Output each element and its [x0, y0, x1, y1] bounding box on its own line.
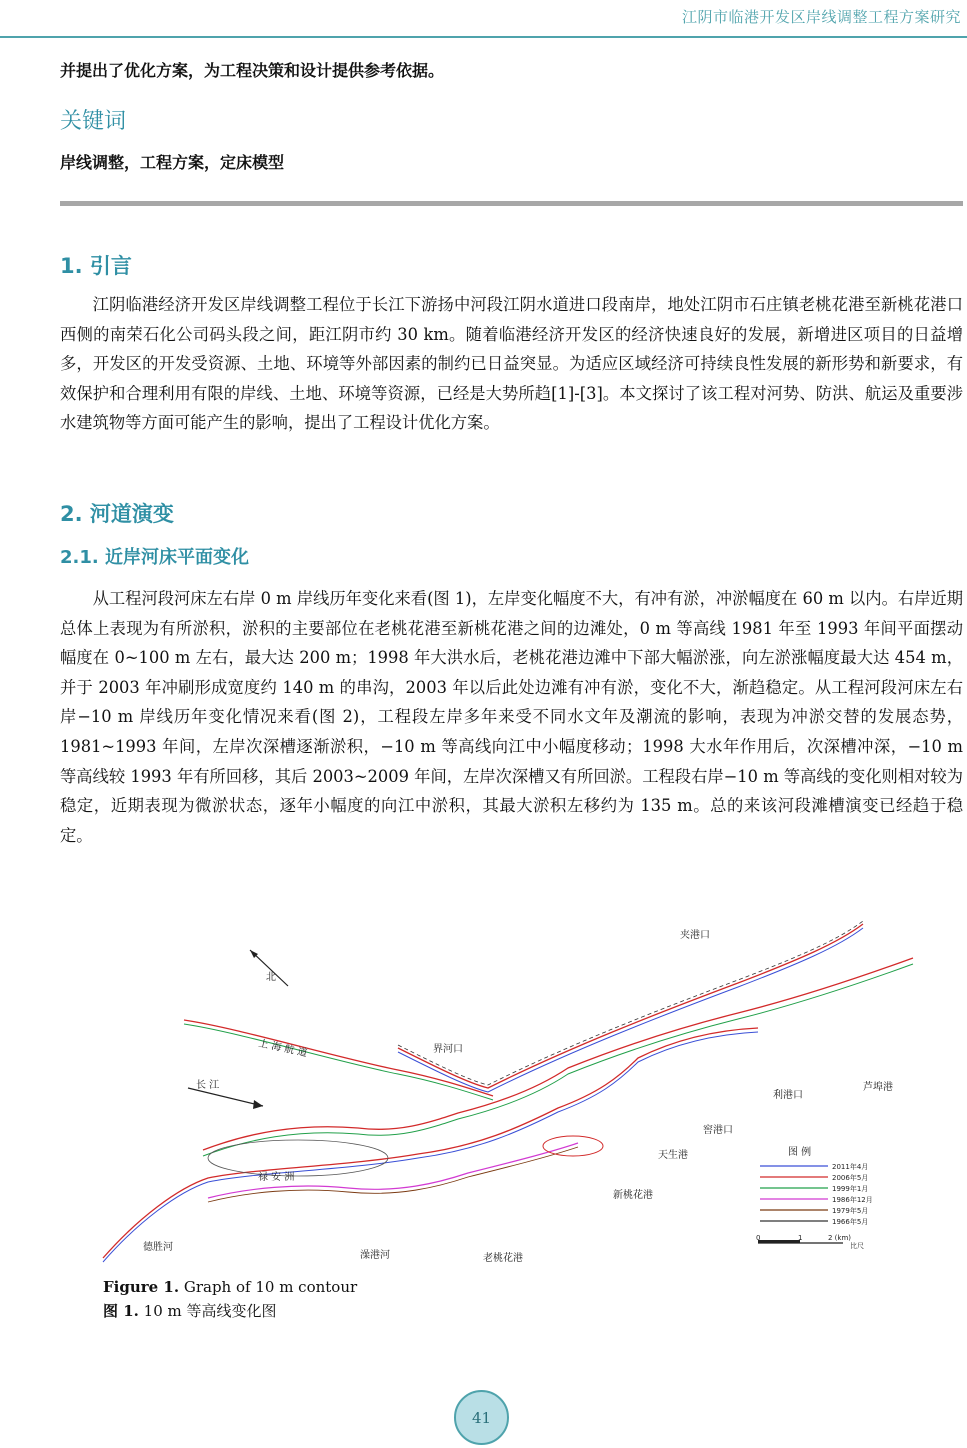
legend-label-3: 1986年12月 [832, 1196, 873, 1204]
map-label-jiehe: 界河口 [433, 1044, 463, 1055]
figure-caption-zh-label: 图 1. [103, 1302, 139, 1320]
figure-caption-zh [103, 1300, 277, 1321]
section-1-paragraph: 江阴临港经济开发区岸线调整工程位于长江下游扬中河段江阴水道进口段南岸，地处江阴市石庄镇老桃花港至新桃花港口西侧的南荣石化公司码头段之间，距江阴市约 30 km。随着临港经济开发区的经济快速良好的发展，新增进区项目的日益增多，开发区的开发受资源、土地、环境等外部因素的制约已日益突显。为适应区域经济可持续良性发展的新形势和新要求，有效保护和合理利用有限的岸线、土地、环境等资源，已经是大势所趋[1]-[3]。本文探讨了该工程对河势、防洪、航运及重要涉水建筑物等方面可能产生的影响，提出了工程设计优化方案。 [60, 295, 963, 433]
map-label-navigation: 上 海 航 道 [257, 1038, 309, 1060]
scale-tick-2: 2 (km) [828, 1234, 852, 1242]
keywords-heading: 关键词 [60, 109, 127, 134]
map-legend [756, 1145, 873, 1250]
legend-label-1: 2006年5月 [832, 1174, 869, 1182]
journal-header-title: 江阴市临港开发区岸线调整工程方案研究 [681, 8, 961, 26]
page-number-badge: 41 [454, 1390, 509, 1445]
figure-caption-zh-text: 10 m 等高线变化图 [143, 1302, 277, 1320]
section-2-1-title: 2.1. 近岸河床平面变化 [60, 547, 249, 568]
map-label-laotaohua: 老桃花港 [483, 1253, 523, 1264]
legend-label-0: 2011年4月 [832, 1163, 869, 1171]
legend-label-2: 1999年1月 [832, 1185, 869, 1193]
map-label-jiagang: 夹港口 [680, 930, 710, 941]
scale-unit: 比尺 [850, 1242, 864, 1250]
legend-title: 图 例 [788, 1147, 812, 1158]
map-label-channel: 长 江 [196, 1080, 220, 1091]
keywords-text: 岸线调整，工程方案，定床模型 [60, 153, 285, 172]
map-label-north: 北 [266, 972, 276, 983]
map-label-xintaohua: 新桃花港 [613, 1190, 653, 1201]
north-arrow-icon [250, 950, 288, 986]
section-divider [60, 201, 963, 206]
section-2-title: 2. 河道演变 [60, 502, 174, 526]
section-1-title: 1. 引言 [60, 254, 132, 278]
map-label-tiansheng: 天生港 [658, 1150, 688, 1161]
section-2-1-paragraph: 从工程河段河床左右岸 0 m 岸线历年变化来看(图 1)，左岸变化幅度不大，有冲有淤，冲淤幅度在 60 m 以内。右岸近期总体上表现为有所淤积，淤积的主要部位在老桃花港至新桃花港之间的边滩处，0 m 等高线 1981 年至 1993 年间平面摆动幅度在 0~100 m 左右，最大达 200 m；1998 年大洪水后，老桃花港边滩中下部大幅淤涨，向左淤涨幅度最大达 454 m，并于 2003 年冲刷形成宽度约 140 m 的串沟，2003 年以后此处边滩有冲有淤，变化不大，渐趋稳定。从工程河段河床左右岸−10 m 岸线历年变化情况来看(图 2)，工程段左岸多年来受不同水文年及潮流的影响，表现为冲淤交替的发展态势，1981~1993 年间，左岸次深槽逐渐淤积，−10 m 等高线向江中小幅度移动；1998 大水年作用后，次深槽冲深，−10 m 等高线较 1993 年有所回移，其后 2003~2009 年间，左岸次深槽又有所回淤。工程段右岸−10 m 等高线的变化则相对较为稳定，近期表现为微淤状态，逐年小幅度的向江中淤积，其最大淤积左移约为 135 m。总的来该河段滩槽演变已经趋于稳定。 [60, 589, 963, 845]
map-label-ligang: 利港口 [773, 1090, 803, 1101]
map-label-luan: 禄 安 洲 [258, 1172, 295, 1183]
map-label-zaogang: 澡港河 [360, 1250, 390, 1261]
map-label-desheng: 德胜河 [143, 1242, 173, 1253]
legend-label-5: 1966年5月 [832, 1218, 869, 1226]
figure-caption-en [103, 1278, 357, 1296]
legend-label-4: 1979年5月 [832, 1207, 869, 1215]
figure-caption-en-text: Graph of 10 m contour [183, 1278, 358, 1296]
map-label-lugang: 芦埠港 [863, 1082, 893, 1093]
map-label-xigang: 窖港口 [703, 1125, 733, 1136]
figure-caption-en-label: Figure 1. [103, 1278, 180, 1296]
scale-tick-0: 0 [756, 1234, 761, 1242]
header-rule [0, 36, 967, 38]
scale-tick-1: 1 [798, 1234, 803, 1242]
abstract-tail: 并提出了优化方案，为工程决策和设计提供参考依据。 [60, 61, 445, 80]
flow-arrow-icon [188, 1088, 263, 1109]
contour-map-figure [98, 918, 928, 1270]
